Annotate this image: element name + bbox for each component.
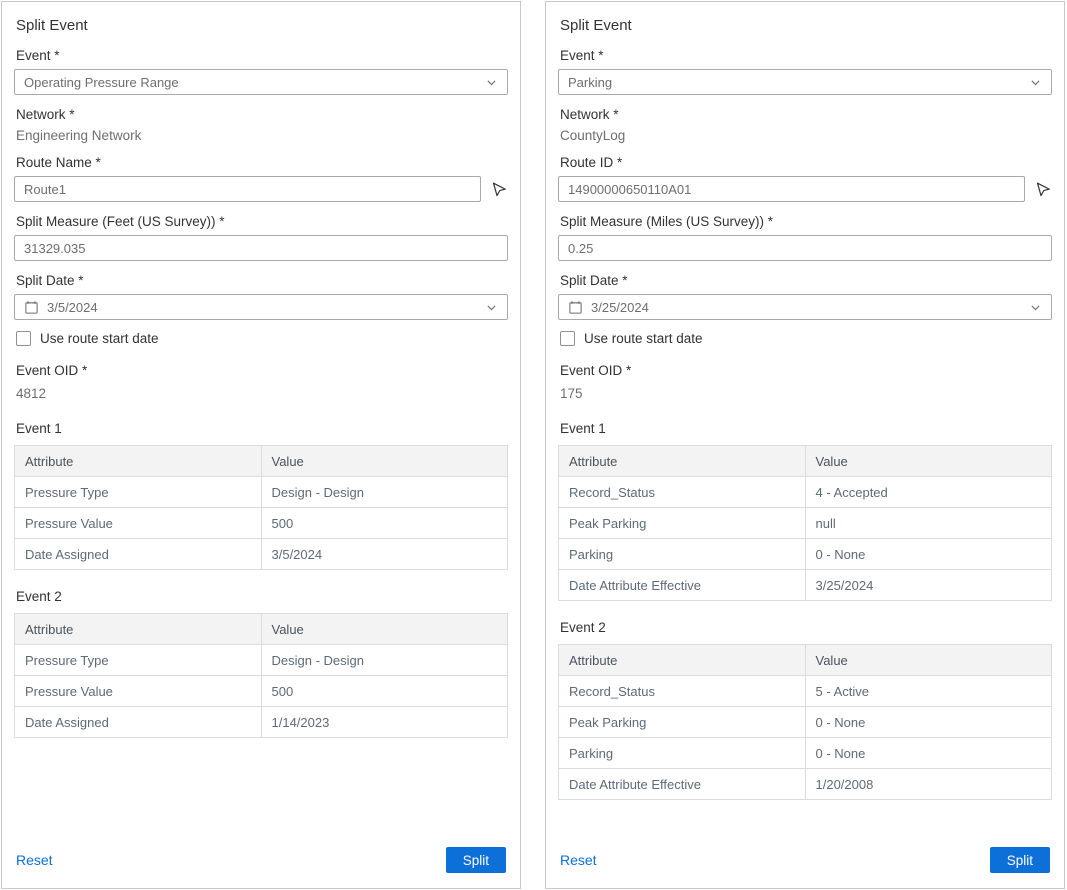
table-row <box>559 539 1052 570</box>
event-table-block <box>558 620 1052 800</box>
table-cell: Date Assigned <box>15 539 262 570</box>
use-route-start-date-row <box>16 331 506 346</box>
table-row <box>559 707 1052 738</box>
table-header-row <box>15 446 508 477</box>
use-route-start-date-label: Use route start date <box>584 331 703 346</box>
table-cell: Pressure Value <box>15 676 262 707</box>
event-attributes-table <box>558 644 1052 800</box>
table-cell: Date Attribute Effective <box>559 769 806 800</box>
split-date-select[interactable] <box>14 294 508 320</box>
event-tables <box>558 417 1052 819</box>
table-row <box>15 539 508 570</box>
split-measure-field <box>558 214 1052 261</box>
column-header: Attribute <box>15 614 262 645</box>
calendar-icon <box>24 300 39 315</box>
event-oid-label: Event OID * <box>16 363 88 378</box>
calendar-icon <box>568 300 583 315</box>
table-row <box>15 477 508 508</box>
event-label: Event * <box>560 48 604 63</box>
route-label: Route Name * <box>16 155 101 170</box>
route-input-row <box>14 176 508 202</box>
event-select[interactable] <box>14 69 508 95</box>
network-value: Engineering Network <box>16 128 142 143</box>
split-date-label: Split Date * <box>16 273 84 288</box>
column-header: Value <box>261 614 508 645</box>
event-field <box>14 48 508 95</box>
table-cell: Pressure Type <box>15 477 262 508</box>
table-cell: Design - Design <box>261 477 508 508</box>
event-oid-field <box>558 363 1052 401</box>
network-label: Network * <box>16 107 75 122</box>
event-attributes-table <box>14 613 508 738</box>
select-on-map-cursor-icon[interactable] <box>490 180 508 198</box>
table-cell: 1/14/2023 <box>261 707 508 738</box>
column-header: Attribute <box>15 446 262 477</box>
event-table-heading: Event 1 <box>16 421 62 436</box>
event-attributes-table <box>558 445 1052 601</box>
table-row <box>559 508 1052 539</box>
table-cell: 0 - None <box>805 539 1052 570</box>
table-row <box>559 769 1052 800</box>
table-cell: 5 - Active <box>805 676 1052 707</box>
event-table-block <box>558 421 1052 601</box>
table-cell: Parking <box>559 539 806 570</box>
column-header: Value <box>805 645 1052 676</box>
table-cell: 500 <box>261 508 508 539</box>
event-select-value: Operating Pressure Range <box>24 74 179 90</box>
table-cell: Date Attribute Effective <box>559 570 806 601</box>
split-measure-field <box>14 214 508 261</box>
table-cell: 500 <box>261 676 508 707</box>
use-route-start-date-checkbox[interactable] <box>560 331 575 346</box>
use-route-start-date-label: Use route start date <box>40 331 159 346</box>
network-field <box>558 107 1052 143</box>
table-row <box>559 738 1052 769</box>
table-row <box>15 508 508 539</box>
event-attributes-table <box>14 445 508 570</box>
event-field <box>558 48 1052 95</box>
table-row <box>559 676 1052 707</box>
table-cell: Design - Design <box>261 645 508 676</box>
table-cell: 0 - None <box>805 738 1052 769</box>
event-oid-value: 4812 <box>16 386 47 401</box>
route-input[interactable] <box>558 176 1025 202</box>
split-date-select[interactable] <box>558 294 1052 320</box>
table-cell: 3/5/2024 <box>261 539 508 570</box>
table-cell: Pressure Value <box>15 508 262 539</box>
split-date-value: 3/5/2024 <box>47 299 98 315</box>
table-row <box>15 707 508 738</box>
panel-footer <box>558 837 1052 876</box>
table-header-row <box>559 645 1052 676</box>
network-label: Network * <box>560 107 619 122</box>
table-cell: 1/20/2008 <box>805 769 1052 800</box>
panel-footer <box>14 837 508 876</box>
table-cell: 3/25/2024 <box>805 570 1052 601</box>
panel-title: Split Event <box>560 17 632 34</box>
table-header <box>559 645 1052 676</box>
split-event-panel <box>1 1 521 889</box>
split-measure-input[interactable] <box>558 235 1052 261</box>
route-field <box>558 155 1052 202</box>
table-cell: Record_Status <box>559 676 806 707</box>
event-oid-value: 175 <box>560 386 583 401</box>
chevron-down-icon <box>485 301 498 314</box>
chevron-down-icon <box>1029 301 1042 314</box>
reset-link[interactable]: Reset <box>16 852 53 868</box>
table-cell: 0 - None <box>805 707 1052 738</box>
table-cell: Date Assigned <box>15 707 262 738</box>
table-cell: null <box>805 508 1052 539</box>
table-header <box>559 446 1052 477</box>
panel-title: Split Event <box>16 17 88 34</box>
split-measure-input[interactable] <box>14 235 508 261</box>
network-value: CountyLog <box>560 128 626 143</box>
table-cell: Record_Status <box>559 477 806 508</box>
event-select[interactable] <box>558 69 1052 95</box>
chevron-down-icon <box>485 76 498 89</box>
network-field <box>14 107 508 143</box>
reset-link[interactable]: Reset <box>560 852 597 868</box>
table-row <box>15 676 508 707</box>
table-cell: Peak Parking <box>559 508 806 539</box>
split-date-label: Split Date * <box>560 273 628 288</box>
event-table-heading: Event 2 <box>560 620 606 635</box>
split-date-field <box>558 273 1052 320</box>
table-cell: Peak Parking <box>559 707 806 738</box>
table-cell: Parking <box>559 738 806 769</box>
event-oid-label: Event OID * <box>560 363 632 378</box>
table-header <box>15 446 508 477</box>
split-measure-label: Split Measure (Feet (US Survey)) * <box>16 214 225 229</box>
route-field <box>14 155 508 202</box>
event-table-block <box>14 421 508 570</box>
table-header <box>15 614 508 645</box>
split-measure-label: Split Measure (Miles (US Survey)) * <box>560 214 774 229</box>
table-header-row <box>559 446 1052 477</box>
table-row <box>559 477 1052 508</box>
event-table-heading: Event 1 <box>560 421 606 436</box>
split-event-panel <box>545 1 1065 889</box>
event-label: Event * <box>16 48 60 63</box>
split-date-field <box>14 273 508 320</box>
select-on-map-cursor-icon[interactable] <box>1034 180 1052 198</box>
split-date-value: 3/25/2024 <box>591 299 649 315</box>
column-header: Value <box>261 446 508 477</box>
column-header: Value <box>805 446 1052 477</box>
use-route-start-date-checkbox[interactable] <box>16 331 31 346</box>
split-button[interactable]: Split <box>446 847 506 873</box>
route-label: Route ID * <box>560 155 623 170</box>
column-header: Attribute <box>559 645 806 676</box>
table-row <box>559 570 1052 601</box>
event-select-value: Parking <box>568 74 613 90</box>
chevron-down-icon <box>1029 76 1042 89</box>
event-oid-field <box>14 363 508 401</box>
table-header-row <box>15 614 508 645</box>
table-cell: Pressure Type <box>15 645 262 676</box>
use-route-start-date-row <box>560 331 1050 346</box>
route-input[interactable] <box>14 176 481 202</box>
event-table-heading: Event 2 <box>16 589 62 604</box>
column-header: Attribute <box>559 446 806 477</box>
table-cell: 4 - Accepted <box>805 477 1052 508</box>
split-button[interactable]: Split <box>990 847 1050 873</box>
event-table-block <box>14 589 508 738</box>
route-input-row <box>558 176 1052 202</box>
table-row <box>15 645 508 676</box>
event-tables <box>14 417 508 757</box>
